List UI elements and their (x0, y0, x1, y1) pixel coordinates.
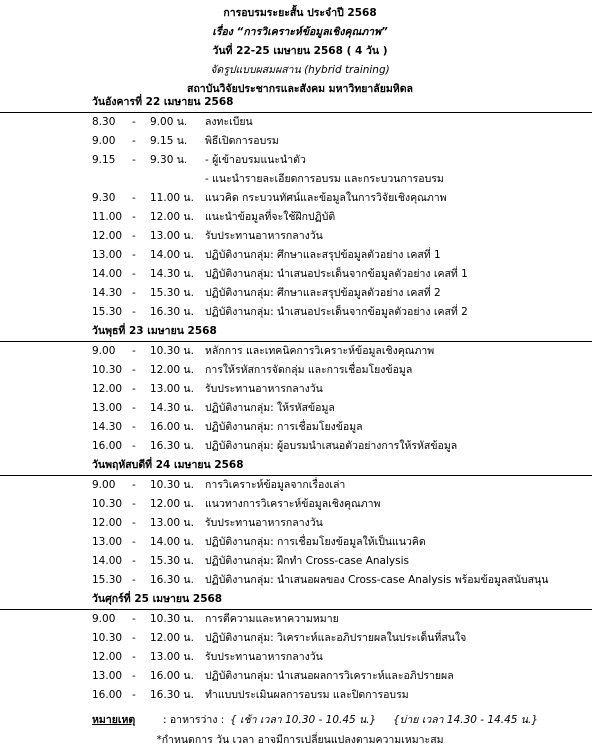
end-time: 16.00 น. (150, 421, 194, 433)
training-dates: วันที่ 22-25 เมษายน 2568 ( 4 วัน ) (212, 45, 388, 57)
activity: ลงทะเบียน (205, 116, 253, 128)
start-time: 12.00 (92, 230, 123, 242)
start-time: 12.00 (92, 651, 123, 663)
end-time: 16.30 น. (150, 306, 194, 318)
time-separator: - (132, 402, 136, 414)
activity: รับประทานอาหารกลางวัน (205, 651, 323, 663)
start-time: 13.00 (92, 536, 123, 548)
start-time: 8.30 (92, 116, 116, 128)
time-separator: - (132, 249, 136, 261)
activity: การวิเคราะห์ข้อมูลจากเรื่องเล่า (205, 479, 346, 491)
activity: แนวคิด กระบวนทัศน์และข้อมูลในการวิจัยเชิงคุณภาพ (205, 192, 447, 204)
activity: แนะนำข้อมูลที่จะใช้ฝึกปฏิบัติ (205, 211, 336, 223)
day-heading: วันอังคารที่ 22 เมษายน 2568 (0, 93, 592, 113)
schedule-row (0, 610, 600, 629)
end-time: 12.00 น. (150, 211, 194, 223)
institute-name: สถาบันวิจัยประชากรและสังคม มหาวิทยาลัยมหิดล (187, 83, 413, 95)
start-time: 15.30 (92, 574, 123, 586)
schedule-row (0, 437, 600, 456)
start-time: 9.00 (92, 345, 116, 357)
end-time: 12.00 น. (150, 364, 194, 376)
afternoon-break: {บ่าย เวลา 14.30 - 14.45 น.} (393, 714, 539, 726)
activity: รับประทานอาหารกลางวัน (205, 383, 323, 395)
start-time: 9.15 (92, 154, 116, 166)
activity: หลักการ และเทคนิคการวิเคราะห์ข้อมูลเชิงคุณภาพ (205, 345, 435, 357)
start-time: 9.30 (92, 192, 116, 204)
day-heading: วันพฤหัสบดีที่ 24 เมษายน 2568 (0, 456, 592, 476)
time-separator: - (132, 211, 136, 223)
activity: ปฏิบัติงานกลุ่ม: ผู้อบรมนำเสนอตัวอย่างการให้รหัสข้อมูล (205, 440, 458, 452)
document-header (0, 4, 600, 99)
start-time: 13.00 (92, 249, 123, 261)
activity: ปฏิบัติงานกลุ่ม: การเชื่อมโยงข้อมูล (205, 421, 363, 433)
time-separator: - (132, 689, 136, 701)
start-time: 13.00 (92, 670, 123, 682)
schedule-row (0, 151, 600, 170)
time-separator: - (132, 536, 136, 548)
start-time: 10.30 (92, 632, 123, 644)
start-time: 14.30 (92, 287, 123, 299)
time-separator: - (132, 574, 136, 586)
end-time: 12.00 น. (150, 498, 194, 510)
activity: ปฏิบัติงานกลุ่ม: นำเสนอผลของ Cross-case Analysis พร้อมข้อมูลสนับสนุน (205, 574, 549, 586)
break-label: : อาหารว่าง : (163, 714, 225, 726)
start-time: 16.00 (92, 689, 123, 701)
start-time: 9.00 (92, 613, 116, 625)
end-time: 13.00 น. (150, 383, 194, 395)
schedule-row (0, 629, 600, 648)
schedule-row (0, 342, 600, 361)
end-time: 13.00 น. (150, 651, 194, 663)
start-time: 14.00 (92, 555, 123, 567)
schedule-row (0, 208, 600, 227)
start-time: 11.00 (92, 211, 123, 223)
schedule-row (0, 227, 600, 246)
end-time: 13.00 น. (150, 517, 194, 529)
day-heading: วันพุธที่ 23 เมษายน 2568 (0, 322, 592, 342)
training-format: จัดรูปแบบผสมผสาน (hybrid training) (210, 64, 390, 76)
time-separator: - (132, 287, 136, 299)
end-time: 9.30 น. (150, 154, 188, 166)
time-separator: - (132, 345, 136, 357)
start-time: 10.30 (92, 498, 123, 510)
activity: ปฏิบัติงานกลุ่ม: วิเคราะห์และอภิปรายผลในประเด็นที่สนใจ (205, 632, 467, 644)
morning-break: { เช้า เวลา 10.30 - 10.45 น.} (230, 714, 377, 726)
activity: - แนะนำรายละเอียดการอบรม และกระบวนการอบรม (205, 173, 444, 185)
time-separator: - (132, 670, 136, 682)
schedule-row (0, 571, 600, 590)
activity: ปฏิบัติงานกลุ่ม: นำเสนอประเด็นจากข้อมูลตัวอย่าง เคสที่ 1 (205, 268, 468, 280)
end-time: 10.30 น. (150, 479, 194, 491)
end-time: 14.00 น. (150, 249, 194, 261)
end-time: 10.30 น. (150, 613, 194, 625)
training-title: การอบรมระยะสั้น ประจำปี 2568 (223, 7, 377, 19)
schedule-row (0, 189, 600, 208)
activity: ปฏิบัติงานกลุ่ม: การเชื่อมโยงข้อมูลให้เป็นแนวคิด (205, 536, 426, 548)
start-time: 13.00 (92, 402, 123, 414)
end-time: 14.30 น. (150, 268, 194, 280)
training-topic: เรื่อง “การวิเคราะห์ข้อมูลเชิงคุณภาพ” (212, 26, 388, 38)
start-time: 14.30 (92, 421, 123, 433)
time-separator: - (132, 364, 136, 376)
time-separator: - (132, 383, 136, 395)
end-time: 16.30 น. (150, 574, 194, 586)
end-time: 13.00 น. (150, 230, 194, 242)
start-time: 9.00 (92, 135, 116, 147)
time-separator: - (132, 479, 136, 491)
end-time: 14.30 น. (150, 402, 194, 414)
schedule-row (0, 246, 600, 265)
end-time: 10.30 น. (150, 345, 194, 357)
schedule-row (0, 284, 600, 303)
schedule (0, 93, 600, 705)
end-time: 15.30 น. (150, 287, 194, 299)
start-time: 12.00 (92, 517, 123, 529)
end-time: 12.00 น. (150, 632, 194, 644)
end-time: 9.00 น. (150, 116, 188, 128)
schedule-row (0, 686, 600, 705)
start-time: 15.30 (92, 306, 123, 318)
time-separator: - (132, 613, 136, 625)
time-separator: - (132, 498, 136, 510)
activity: รับประทานอาหารกลางวัน (205, 230, 323, 242)
schedule-row (0, 361, 600, 380)
end-time: 16.00 น. (150, 670, 194, 682)
start-time: 16.00 (92, 440, 123, 452)
schedule-row (0, 648, 600, 667)
activity: พิธีเปิดการอบรม (205, 135, 279, 147)
time-separator: - (132, 268, 136, 280)
start-time: 12.00 (92, 383, 123, 395)
time-separator: - (132, 651, 136, 663)
schedule-row (0, 170, 600, 189)
activity: รับประทานอาหารกลางวัน (205, 517, 323, 529)
end-time: 14.00 น. (150, 536, 194, 548)
time-separator: - (132, 517, 136, 529)
schedule-row (0, 132, 600, 151)
time-separator: - (132, 440, 136, 452)
time-separator: - (132, 306, 136, 318)
schedule-row (0, 667, 600, 686)
end-time: 9.15 น. (150, 135, 188, 147)
schedule-remark: *กำหนดการ วัน เวลา อาจมีการเปลี่ยนแปลงตามความเหมาะสม (156, 734, 444, 746)
end-time: 16.30 น. (150, 440, 194, 452)
end-time: 11.00 น. (150, 192, 194, 204)
activity: ทำแบบประเมินผลการอบรม และปิดการอบรม (205, 689, 409, 701)
time-separator: - (132, 116, 136, 128)
activity: การให้รหัสการจัดกลุ่ม และการเชื่อมโยงข้อมูล (205, 364, 413, 376)
schedule-row (0, 514, 600, 533)
activity: แนวทางการวิเคราะห์ข้อมูลเชิงคุณภาพ (205, 498, 381, 510)
activity: - ผู้เข้าอบรมแนะนำตัว (205, 154, 306, 166)
schedule-row (0, 495, 600, 514)
activity: ปฏิบัติงานกลุ่ม: ให้รหัสข้อมูล (205, 402, 335, 414)
schedule-row (0, 418, 600, 437)
time-separator: - (132, 135, 136, 147)
schedule-row (0, 380, 600, 399)
start-time: 9.00 (92, 479, 116, 491)
end-time: 16.30 น. (150, 689, 194, 701)
day-heading: วันศุกร์ที่ 25 เมษายน 2568 (0, 590, 592, 610)
note-label: หมายเหตุ (92, 714, 136, 726)
activity: ปฏิบัติงานกลุ่ม: ศึกษาและสรุปข้อมูลตัวอย่าง เคสที่ 2 (205, 287, 441, 299)
activity: ปฏิบัติงานกลุ่ม: นำเสนอประเด็นจากข้อมูลตัวอย่าง เคสที่ 2 (205, 306, 468, 318)
time-separator: - (132, 154, 136, 166)
activity: การตีความและหาความหมาย (205, 613, 339, 625)
end-time: 15.30 น. (150, 555, 194, 567)
time-separator: - (132, 555, 136, 567)
schedule-row (0, 399, 600, 418)
schedule-row (0, 533, 600, 552)
time-separator: - (132, 192, 136, 204)
schedule-row (0, 303, 600, 322)
time-separator: - (132, 230, 136, 242)
schedule-row (0, 113, 600, 132)
time-separator: - (132, 632, 136, 644)
activity: ปฏิบัติงานกลุ่ม: ฝึกทำ Cross-case Analysis (205, 555, 409, 567)
schedule-row (0, 265, 600, 284)
start-time: 10.30 (92, 364, 123, 376)
start-time: 14.00 (92, 268, 123, 280)
schedule-row (0, 476, 600, 495)
schedule-row (0, 552, 600, 571)
activity: ปฏิบัติงานกลุ่ม: ศึกษาและสรุปข้อมูลตัวอย่าง เคสที่ 1 (205, 249, 441, 261)
time-separator: - (132, 421, 136, 433)
activity: ปฏิบัติงานกลุ่ม: นำเสนอผลการวิเคราะห์และอภิปรายผล (205, 670, 454, 682)
